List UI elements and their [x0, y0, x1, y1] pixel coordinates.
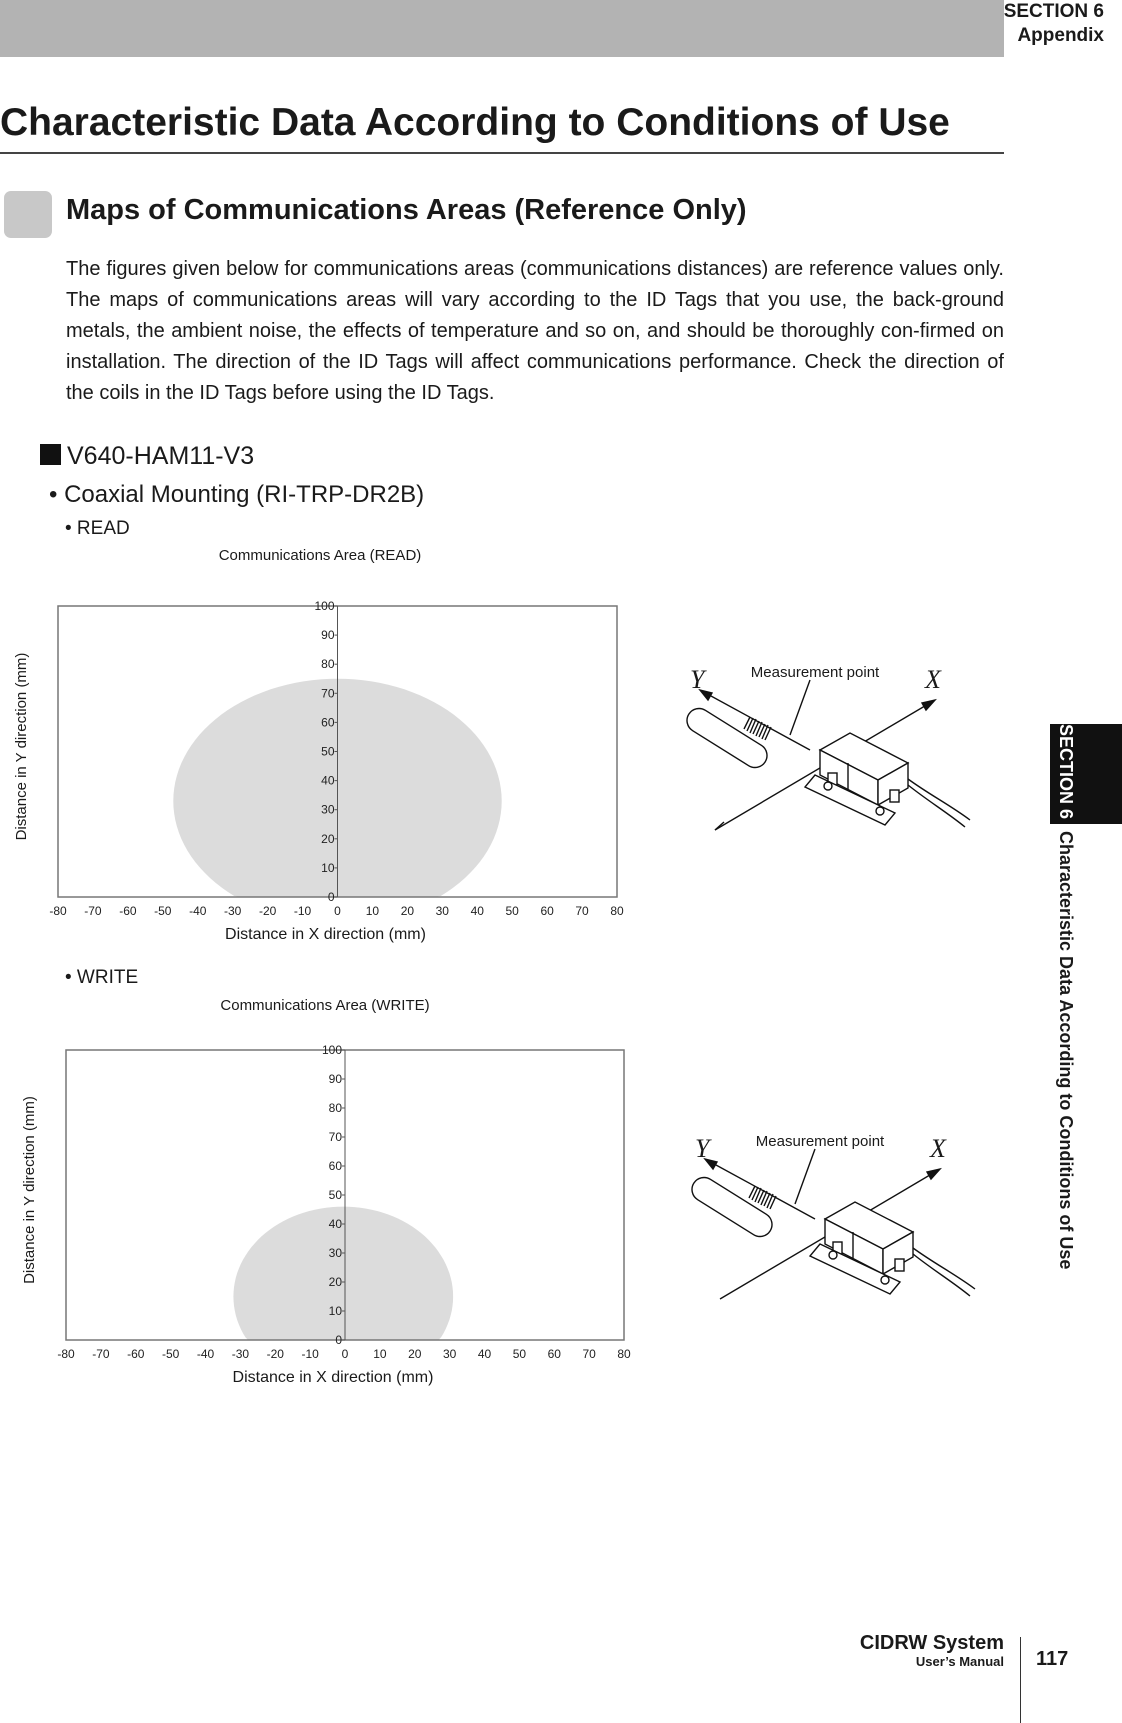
x-tick-label: 40	[470, 904, 484, 918]
x-tick-label: 0	[341, 1347, 349, 1361]
model-name: V640-HAM11-V3	[67, 442, 255, 470]
x-tick-label: 40	[477, 1347, 492, 1361]
y-tick-label: 70	[328, 1130, 342, 1144]
x-tick-label: 80	[610, 904, 624, 918]
x-tick-label: -40	[196, 1347, 215, 1361]
x-axis-letter: X	[925, 665, 941, 694]
x-tick-label: -70	[92, 1347, 110, 1361]
x-axis-label: Distance in X direction (mm)	[225, 926, 426, 943]
y-tick-label: 70	[321, 686, 335, 701]
y-axis-label: Distance in Y direction (mm)	[21, 1096, 38, 1284]
x-axis-letter: X	[930, 1134, 946, 1163]
x-tick-label: -40	[189, 904, 207, 918]
write-chart	[0, 990, 650, 1390]
x-tick-label: 80	[617, 1347, 631, 1361]
footer-manual-name	[860, 1632, 1004, 1670]
write-chart-svg	[0, 990, 650, 1390]
y-tick-label: 10	[328, 1304, 342, 1318]
y-axis-letter: Y	[695, 1134, 710, 1163]
x-tick-label: 30	[442, 1347, 457, 1361]
x-tick-group	[57, 1347, 631, 1361]
x-tick-label: -20	[258, 904, 277, 918]
page-title: Characteristic Data According to Conditions of Use	[0, 96, 1004, 154]
x-axis-label: Distance in X direction (mm)	[232, 1369, 434, 1386]
model-heading	[40, 440, 254, 472]
x-tick-label: 20	[400, 904, 415, 918]
x-tick-label: 10	[373, 1347, 387, 1361]
x-tick-label: -80	[57, 1347, 75, 1361]
y-tick-label: 30	[328, 1246, 342, 1260]
y-tick-label: 40	[321, 773, 335, 788]
y-tick-label: 100	[321, 1043, 342, 1057]
x-tick-label: 0	[334, 904, 341, 918]
y-tick-label: 10	[321, 860, 335, 875]
side-tab-chapter: Characteristic Data According to Conditions of Use	[1056, 831, 1076, 1270]
y-tick-label: 20	[328, 1275, 342, 1289]
y-tick-label: 60	[328, 1159, 342, 1173]
measurement-leader-line	[795, 1149, 815, 1204]
measurement-label: Measurement point	[755, 1133, 885, 1150]
read-chart	[0, 540, 650, 950]
y-tick-label: 20	[321, 831, 335, 846]
y-tick-label: 0	[335, 1333, 342, 1347]
y-tick-label: 90	[321, 628, 335, 643]
measurement-label: Measurement point	[750, 664, 880, 681]
side-tab-section: SECTION 6	[1056, 724, 1076, 820]
header-section: SECTION 6	[1003, 1, 1104, 22]
page-number: 117	[1036, 1648, 1069, 1670]
chart-title: Communications Area (READ)	[218, 547, 422, 564]
mounting-heading: • Coaxial Mounting (RI-TRP-DR2B)	[49, 481, 425, 508]
y-tick-label: 100	[314, 599, 335, 613]
footer-divider	[1020, 1637, 1021, 1723]
chart-title: Communications Area (WRITE)	[220, 997, 430, 1014]
antenna-icon	[805, 733, 970, 827]
x-tick-label: -10	[293, 904, 312, 918]
square-bullet-icon	[40, 444, 61, 465]
x-tick-label: -50	[161, 1347, 180, 1361]
x-tick-label: -30	[224, 904, 242, 918]
header-bar	[0, 0, 1004, 57]
header-chapter: Appendix	[1017, 25, 1104, 46]
write-measurement-diagram	[685, 1124, 985, 1329]
antenna-icon	[810, 1202, 975, 1296]
x-tick-label: 60	[547, 1347, 561, 1361]
read-label: • READ	[65, 518, 130, 539]
x-tick-label: -10	[301, 1347, 319, 1361]
section-marker	[4, 191, 52, 238]
tag-body-icon	[682, 704, 771, 772]
running-header	[1004, 0, 1104, 48]
y-tick-label: 90	[328, 1072, 342, 1086]
y-axis-letter: Y	[690, 665, 705, 694]
x-arrowhead-icon	[927, 1169, 940, 1179]
x-tick-label: 60	[540, 904, 554, 918]
intro-paragraph: The figures given below for communications areas (communications distances) are reference values only. The maps of communications areas will vary according to the ID Tags that you use, the back-ground metals, the ambient noise, the effects of temperature and so on, and should be thoroughly con-firmed on installation. The direction of the ID Tags will affect communications performance. Check the direction of the coils in the ID Tags before using the ID Tags.	[66, 258, 1004, 404]
x-tick-label: 50	[505, 904, 519, 918]
x-tick-label: 30	[435, 904, 449, 918]
x-tick-label: 50	[512, 1347, 527, 1361]
x-tick-group	[49, 904, 624, 918]
x-tick-label: 70	[575, 904, 589, 918]
x-tick-label: 70	[582, 1347, 596, 1361]
x-arrowhead-icon	[922, 700, 935, 710]
y-tick-label: 40	[328, 1217, 342, 1231]
x-tick-label: -20	[266, 1347, 284, 1361]
y-tick-label: 30	[321, 802, 335, 817]
measurement-leader-line	[790, 680, 810, 735]
x-tick-label: -30	[231, 1347, 250, 1361]
footer-manual: User’s Manual	[915, 1654, 1004, 1669]
x-tick-label: -60	[119, 904, 137, 918]
communications-area-region	[233, 1207, 453, 1340]
y-tick-label: 50	[321, 744, 335, 759]
read-chart-svg	[0, 540, 650, 950]
y-tick-label: 50	[328, 1188, 342, 1202]
y-tick-label: 60	[321, 715, 335, 730]
section-title: Maps of Communications Areas (Reference Only)	[66, 194, 747, 226]
footer-system: CIDRW System	[859, 1632, 1004, 1654]
y-tick-label: 80	[328, 1101, 342, 1115]
read-measurement-diagram	[680, 655, 980, 860]
x-tick-label: -70	[84, 904, 102, 918]
y-tick-label: 0	[327, 890, 335, 904]
y-tick-label: 80	[321, 657, 335, 672]
x-tick-label: -60	[127, 1347, 145, 1361]
side-tab-text	[1055, 724, 1077, 1269]
x-tick-label: -50	[154, 904, 172, 918]
y-axis-label: Distance in Y direction (mm)	[13, 652, 30, 841]
x-tick-label: 20	[408, 1347, 422, 1361]
x-tick-label: 10	[365, 904, 380, 918]
write-label: • WRITE	[65, 967, 139, 988]
tag-body-icon	[687, 1173, 776, 1241]
x-tick-label: -80	[49, 904, 67, 918]
